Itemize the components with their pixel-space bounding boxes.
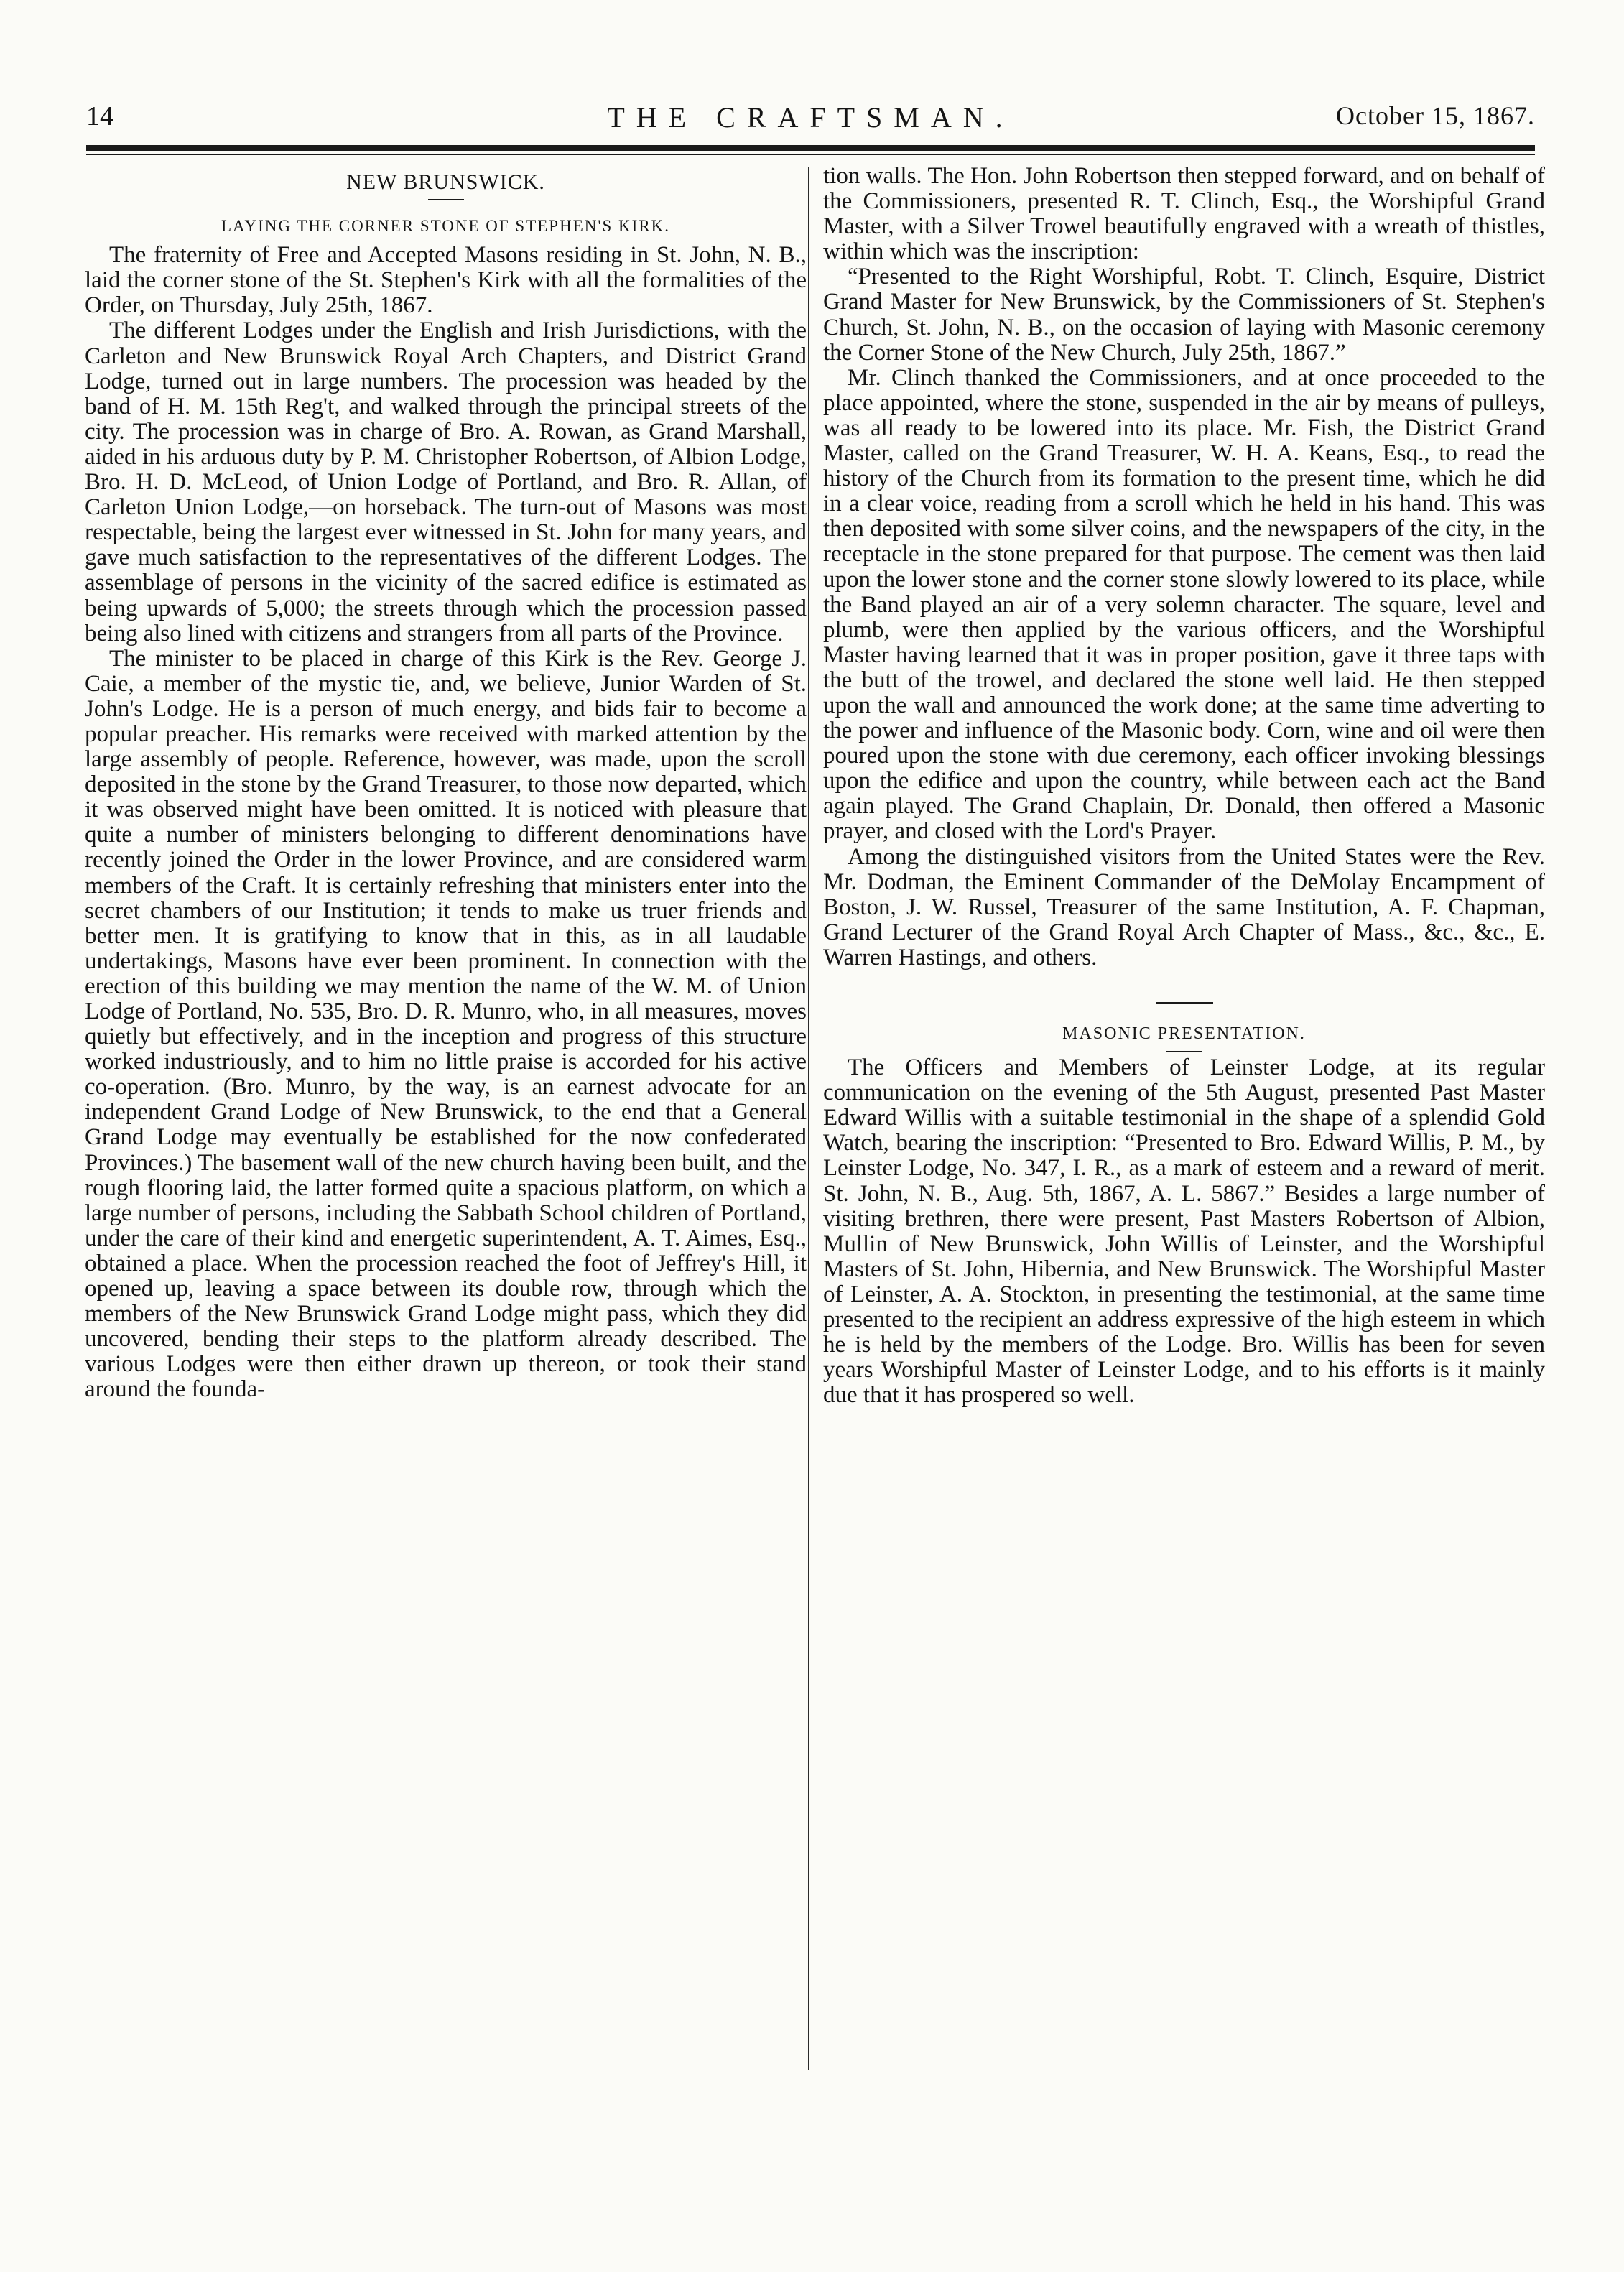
publication-title: THE CRAFTSMAN.	[607, 101, 1014, 134]
article-heading: NEW BRUNSWICK.	[346, 170, 545, 194]
inscription-quote: “Presented to the Right Worshipful, Robt. T. Clinch, Esquire, District Grand Master for New Brunswick, by the Commissioners of St. Stephen's Church, St. John, N. B., on the occasion of laying with Masonic ceremony the Corner Stone of the New Church, July 25th, 1867.”	[823, 264, 1545, 366]
article-paragraph: Among the distinguished visitors from the United States were the Rev. Mr. Dodman, the Eminent Commander of the DeMolay Encampment of Boston, J. W. Russel, Treasurer of the same Institution, A. F. Chapman, Grand Lecturer of the Grand Royal Arch Chapter of Mass., &c., &c., E. Warren Hastings, and others.	[823, 843, 1545, 970]
page-number: 14	[86, 101, 113, 131]
article-paragraph: The fraternity of Free and Accepted Masons residing in St. John, N. B., laid the corner stone of the St. Stephen's Kirk with all the formalities of the Order, on Thursday, July 25th, 1867.	[85, 242, 807, 319]
article-subheading: LAYING THE CORNER STONE OF STEPHEN'S KIRK.	[221, 217, 671, 236]
right-column	[823, 164, 1545, 1408]
article-heading: MASONIC PRESENTATION.	[1062, 1024, 1306, 1043]
heading-rule	[1166, 1051, 1202, 1052]
issue-date: October 15, 1867.	[1336, 101, 1535, 130]
article-paragraph: The different Lodges under the English and Irish Jurisdictions, with the Carleton and New Brunswick Royal Arch Chapters, and District Grand Lodge, turned out in large numbers. The procession was headed by the band of H. M. 15th Reg't, and walked through the principal streets of the city. The procession was in charge of Bro. A. Rowan, as Grand Marshall, aided in his arduous duty by P. M. Christopher Robertson, of Albion Lodge, Bro. H. D. McLeod, of Union Lodge of Portland, and Bro. R. Allan, of Carleton Union Lodge,—on horseback. The turn-out of Masons was most respectable, being the largest ever witnessed in St. John for many years, and gave much satisfaction to the representatives of the different Lodges. The assemblage of persons in the vicinity of the sacred edifice is estimated as being upwards of 5,000; the streets through which the procession passed being also lined with citizens and strangers from all parts of the Province.	[85, 317, 807, 646]
heading-rule	[428, 199, 464, 200]
header-rule-thin	[86, 154, 1535, 155]
section-separator	[1156, 1002, 1213, 1004]
article-paragraph: The Officers and Members of Leinster Lodge, at its regular communication on the evening of the 5th August, presented Past Master Edward Willis with a suitable testimonial in the shape of a splendid Gold Watch, bearing the inscription: “Presented to Bro. Edward Willis, P. M., by Leinster Lodge, No. 347, I. R., as a mark of esteem and a reward of merit. St. John, N. B., Aug. 5th, 1867, A. L. 5867.” Besides a large number of visiting brethren, there were present, Past Masters Robertson of Albion, Mullin of New Brunswick, John Willis of Leinster, and the Worshipful Masters of St. John, Hibernia, and New Brunswick. The Worshipful Master of Leinster, A. A. Stockton, in presenting the testimonial, at the same time presented to the recipient an address expressive of the high esteem in which he is held by the members of the Lodge. Bro. Willis has been for seven years Worshipful Master of Leinster Lodge, and to his efforts is it mainly due that it has prospered so well.	[823, 1054, 1545, 1409]
left-column	[85, 164, 807, 1403]
article-paragraph: Mr. Clinch thanked the Commissioners, and at once proceeded to the place appointed, where the stone, suspended in the air by means of pulleys, was all ready to be lowered into its place. Mr. Fish, the District Grand Master, called on the Grand Treasurer, W. H. A. Keans, Esq., to read the history of the Church from its formation to the present time, which he did in a clear voice, reading from a scroll which he held in his hand. This was then deposited with some silver coins, and the newspapers of the city, in the receptacle in the stone prepared for that purpose. The cement was then laid upon the lower stone and the corner stone slowly lowered to its place, while the Band played an air of a very solemn character. The square, level and plumb, were then applied by the various officers, and the Worshipful Master having learned that it was in proper position, gave it three taps with the butt of the trowel, and declared the stone well laid. He then stepped upon the wall and announced the work done; at the same time adverting to the power and influence of the Masonic body. Corn, wine and oil were then poured upon the stone with due ceremony, each officer invoking blessings upon the edifice and upon the country, while between each act the Band again played. The Grand Chaplain, Dr. Donald, then offered a Masonic prayer, and closed with the Lord's Prayer.	[823, 364, 1545, 845]
header-rule-thick	[86, 145, 1535, 151]
article-paragraph: The minister to be placed in charge of this Kirk is the Rev. George J. Caie, a member of the mystic tie, and, we believe, Junior Warden of St. John's Lodge. He is a person of much energy, and bids fair to become a popular preacher. His remarks were received with marked attention by the large assembly of people. Reference, however, was made, upon the scroll deposited in the stone by the Grand Treasurer, to those now departed, which it was observed might have been omitted. It is noticed with pleasure that quite a number of ministers belonging to different denominations have recently joined the Order in the lower Province, and are considered warm members of the Craft. It is certainly refreshing that ministers enter into the secret chambers of our Institution; it tends to make us truer friends and better men. It is gratifying to know that in this, as in all laudable undertakings, Masons have ever been prominent. In connection with the erection of this building we may mention the name of the W. M. of Union Lodge of Portland, No. 535, Bro. D. R. Munro, who, in all measures, moves quietly but effectively, and in the inception and progress of this structure worked industriously, and to him no little praise is accorded for his active co-operation. (Bro. Munro, by the way, is an earnest advocate for an independent Grand Lodge of New Brunswick, to the end that a General Grand Lodge may eventually be established for the now confederated Provinces.) The basement wall of the new church having been built, and the rough flooring laid, the latter formed quite a spacious platform, on which a large number of persons, including the Sabbath School children of Portland, under the care of their kind and energetic superintendent, A. T. Aimes, Esq., obtained a place. When the procession reached the foot of Jeffrey's Hill, it opened up, leaving a space between its double row, through which the members of the New Brunswick Grand Lodge might pass, which they did uncovered, bending their steps to the platform already described. The various Lodges were then either drawn up thereon, or took their stand around the founda-	[85, 645, 807, 1403]
column-divider	[808, 167, 809, 2070]
page-header	[86, 99, 1535, 139]
article-paragraph-continued: tion walls. The Hon. John Robertson then stepped forward, and on behalf of the Commissioners, presented R. T. Clinch, Esq., the Worshipful Grand Master, with a Silver Trowel beautifully engraved with a wreath of thistles, within which was the inscription:	[823, 163, 1545, 265]
